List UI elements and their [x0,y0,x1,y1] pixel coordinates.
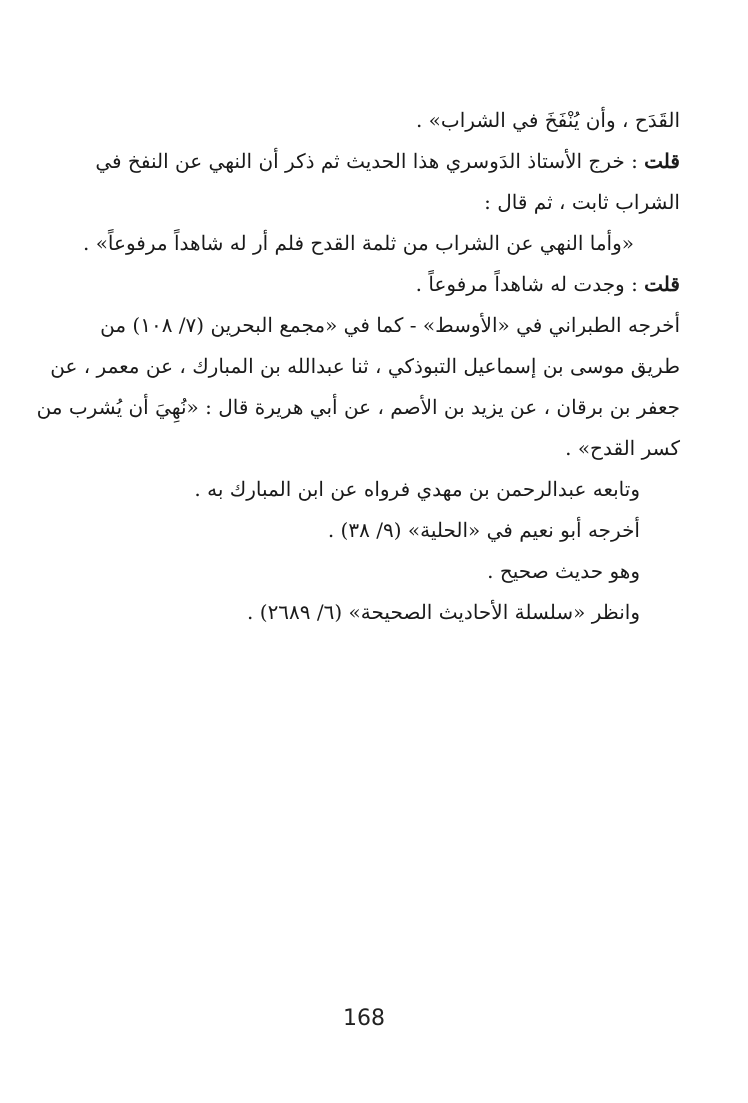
qult-keyword: قلت [644,149,680,173]
text-line-13: وانظر «سلسلة الأحاديث الصحيحة» (٦/ ٢٦٨٩) . [247,600,640,624]
text-line-5-body: : وجدت له شاهداً مرفوعاً . [415,272,645,296]
text-line-10: وتابعه عبدالرحمن بن مهدي فرواه عن ابن المبارك به . [194,477,640,501]
qult-keyword: قلت [644,272,680,296]
text-line-12: وهو حديث صحيح . [487,559,640,583]
text-line-2 [58,141,680,182]
text-line-3: الشراب ثابت ، ثم قال : [484,190,680,214]
page-number: 168 [343,1006,385,1031]
text-line-5 [58,264,680,305]
text-line-1: القَدَح ، وأن يُنْفَخَ في الشراب» . [415,108,680,132]
text-line-6: أخرجه الطبراني في «الأوسط» - كما في «مجمع البحرين (٧/ ١٠٨) من [100,313,680,337]
text-line-9: كسر القدح» . [565,436,680,460]
page-body-text [36,100,680,633]
text-line-7: طريق موسى بن إسماعيل التبوذكي ، ثنا عبدالله بن المبارك ، عن معمر ، عن [50,354,680,378]
text-line-4: «وأما النهي عن الشراب من ثلمة القدح فلم أر له شاهداً مرفوعاً» . [82,231,634,255]
text-line-2-body: : خرج الأستاذ الدَوسري هذا الحديث ثم ذكر أن النهي عن النفخ في [95,149,645,173]
text-line-8: جعفر بن برقان ، عن يزيد بن الأصم ، عن أبي هريرة قال : «نُهِيَ أن يُشرب من [36,395,680,419]
text-line-11: أخرجه أبو نعيم في «الحلية» (٩/ ٣٨) . [327,518,640,542]
